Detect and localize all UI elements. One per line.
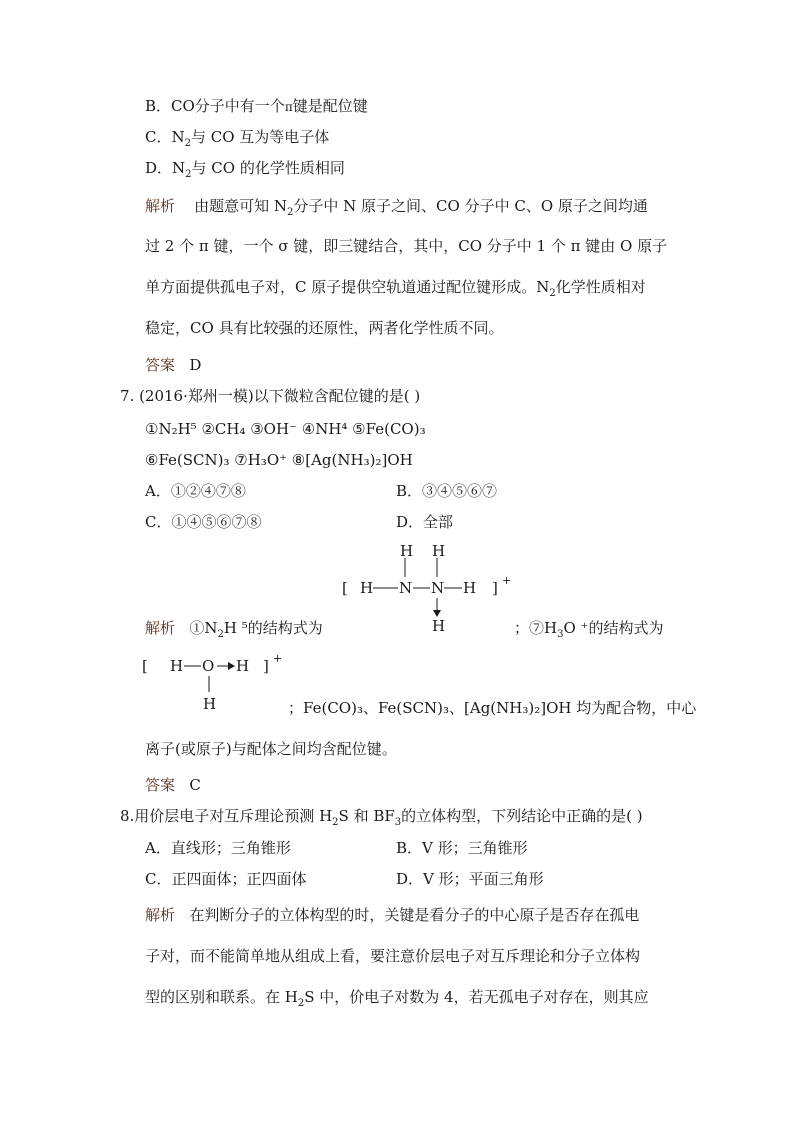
q8-option-a: A．直线形；三角锥形 bbox=[145, 839, 291, 857]
q7-option-d: D．全部 bbox=[396, 513, 454, 531]
q8-option-b: B．V 形；三角锥形 bbox=[396, 839, 528, 857]
atom-n: N bbox=[431, 579, 445, 597]
bracket-right: ] bbox=[492, 579, 498, 597]
bracket-left: [ bbox=[142, 657, 148, 675]
bracket-left: [ bbox=[342, 579, 348, 597]
charge-plus: + bbox=[502, 574, 512, 587]
atom-h: H bbox=[400, 542, 414, 560]
q8-analysis-line1: 解析 在判断分子的立体构型的时，关键是看分子的中心原子是否存在孤电 bbox=[145, 906, 640, 924]
n2h5-structure-diagram bbox=[340, 540, 520, 635]
q6-answer: 答案 D bbox=[145, 356, 202, 374]
atom-h: H bbox=[432, 542, 446, 560]
q6-analysis-line4: 稳定，CO 具有比较强的还原性，两者化学性质不同。 bbox=[145, 319, 504, 337]
atom-h: H bbox=[463, 579, 477, 597]
answer-label: 答案 bbox=[145, 356, 176, 374]
bracket-right: ] bbox=[263, 657, 269, 675]
q8-option-c: C．正四面体；正四面体 bbox=[145, 870, 307, 888]
q8-analysis-line3: 型的区别和联系。在 $H_2S$ 中，价电子对数为 4，若无孤电子对存在，则其应 bbox=[145, 988, 649, 1009]
q8-analysis-line2: 子对，而不能简单地从组成上看，要注意价层电子对互斥理论和分子立体构 bbox=[145, 947, 641, 965]
charge-plus: + bbox=[273, 652, 283, 665]
atom-o: O bbox=[202, 657, 215, 675]
h3o-structure-diagram bbox=[140, 652, 290, 714]
answer-label: 答案 bbox=[145, 776, 176, 794]
q7-analysis-line1: 解析 $①N_2H$ ⁵的结构式为 bbox=[145, 619, 323, 640]
atom-h: H bbox=[360, 579, 374, 597]
q6-analysis-line1: 解析 由题意可知 $N_2$分子中 N 原子之间、CO 分子中 C、O 原子之间均通 bbox=[145, 197, 648, 218]
atom-h: H bbox=[432, 617, 446, 635]
q7-items-line2: ⑥Fe(SCN)₃ ⑦H₃O⁺ ⑧[Ag(NH₃)₂]OH bbox=[145, 451, 413, 469]
q7-option-a: A．①②④⑦⑧ bbox=[145, 482, 246, 500]
q8-stem: 8.用价层电子对互斥理论预测 $H_2S$ 和 $BF_3$的立体构型，下列结论中正确的是( ) bbox=[120, 807, 643, 828]
q7-analysis-line2: ；Fe(CO)₃、Fe(SCN)₃、[Ag(NH₃)₂]OH 均为配合物，中心 bbox=[288, 699, 697, 717]
q7-option-c: C．①④⑤⑥⑦⑧ bbox=[145, 513, 262, 531]
analysis-label: 解析 bbox=[145, 906, 176, 924]
q7-analysis-line3: 离子(或原子)与配体之间均含配位键。 bbox=[145, 740, 397, 758]
q6-analysis-line3: 单方面提供孤电子对，C 原子提供空轨道通过配位键形成。$N_2$化学性质相对 bbox=[145, 278, 646, 299]
atom-h: H bbox=[203, 695, 217, 713]
atom-h: H bbox=[170, 657, 184, 675]
q6-option-b: B．CO分子中有一个π键是配位键 bbox=[145, 97, 368, 115]
q7-analysis-line1b: ；$⑦H_3O$ ⁺的结构式为 bbox=[514, 619, 664, 640]
q6-option-d: D．$N_2$与 CO 的化学性质相同 bbox=[145, 159, 345, 180]
atom-h: H bbox=[236, 657, 250, 675]
analysis-label: 解析 bbox=[145, 619, 176, 637]
q7-answer: 答案 C bbox=[145, 776, 201, 794]
q7-stem: 7. (2016·郑州一模)以下微粒含配位键的是( ) bbox=[120, 387, 421, 405]
analysis-label: 解析 bbox=[145, 197, 176, 215]
q6-analysis-line2: 过 2 个 π 键，一个 σ 键，即三键结合，其中，CO 分子中 1 个 π 键由 O 原子 bbox=[145, 237, 668, 255]
q8-option-d: D．V 形；平面三角形 bbox=[396, 870, 544, 888]
q7-items-line1: ①N₂H⁵ ②CH₄ ③OH⁻ ④NH⁴ ⑤Fe(CO)₃ bbox=[145, 420, 426, 438]
q6-option-c: C．$N_2$与 CO 互为等电子体 bbox=[145, 128, 330, 149]
atom-n: N bbox=[399, 579, 413, 597]
q7-option-b: B．③④⑤⑥⑦ bbox=[396, 482, 498, 500]
